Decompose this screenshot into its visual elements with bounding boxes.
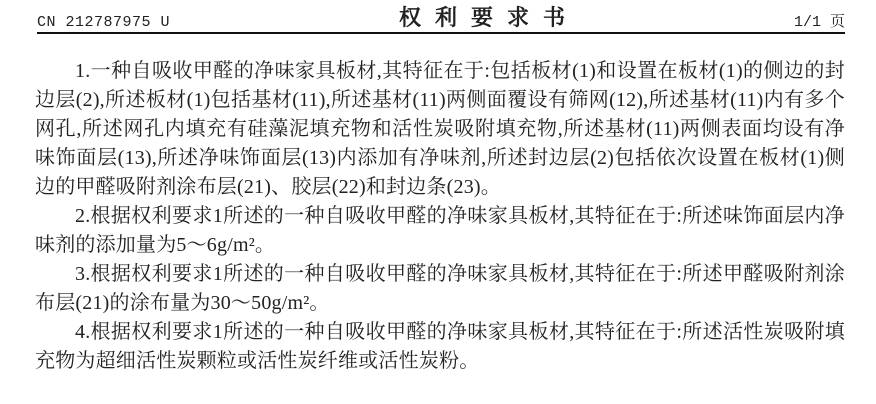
claim-paragraph-3: 3.根据权利要求1所述的一种自吸收甲醛的净味家具板材,其特征在于:所述甲醛吸附剂涂布层(21)的涂布量为30～50g/m²。 <box>35 263 845 314</box>
claim-paragraph-2: 2.根据权利要求1所述的一种自吸收甲醛的净味家具板材,其特征在于:所述味饰面层内净味剂的添加量为5～6g/m²。 <box>35 205 845 256</box>
claim-paragraph-1: 1.一种自吸收甲醛的净味家具板材,其特征在于:包括板材(1)和设置在板材(1)的侧边的封边层(2),所述板材(1)包括基材(11),所述基材(11)两侧面覆设有筛网(12),所述基材(11)内有多个网孔,所述网孔内填充有硅藻泥填充物和活性炭吸附填充物,所述基材(11)两侧表面均设有净味饰面层(13),所述净味饰面层(13)内添加有净味剂,所述封边层(2)包括依次设置在板材(1)侧边的甲醛吸附剂涂布层(21)、胶层(22)和封边条(23)。 <box>35 60 845 198</box>
page-number-indicator: 1/1 页 <box>793 14 845 31</box>
page-header <box>37 0 845 34</box>
claim-paragraph-4: 4.根据权利要求1所述的一种自吸收甲醛的净味家具板材,其特征在于:所述活性炭吸附填充物为超细活性炭颗粒或活性炭纤维或活性炭粉。 <box>35 321 845 372</box>
claims-section <box>35 34 845 376</box>
document-number: CN 212787975 U <box>37 14 171 31</box>
page-title: 权利要求书 <box>399 5 580 30</box>
